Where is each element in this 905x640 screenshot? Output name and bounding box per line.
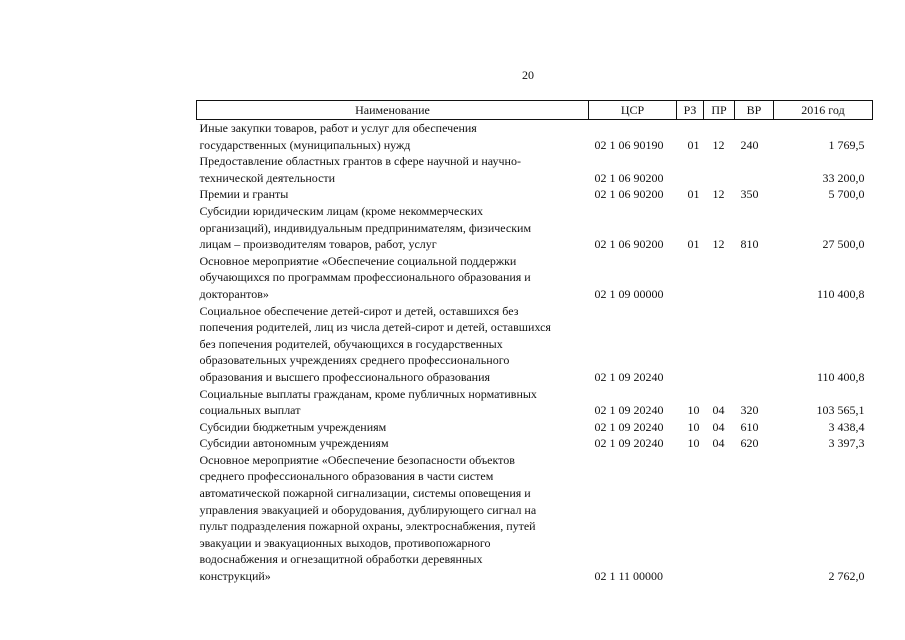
cell-name <box>197 419 589 436</box>
table-row <box>197 186 873 203</box>
budget-table <box>196 100 873 585</box>
cell-vr: 620 <box>740 436 759 451</box>
cell-rz: 01 <box>687 237 700 252</box>
name-line: Основное мероприятие «Обеспечение социальной поддержки <box>199 253 517 268</box>
cell-rz <box>677 452 704 585</box>
cell-name <box>197 253 589 303</box>
cell-vr <box>735 153 774 186</box>
cell-csr: 02 1 06 90200 <box>594 237 664 252</box>
name-line: образования и высшего профессионального образования <box>199 369 491 384</box>
name-line: пульт подразделения пожарной охраны, электроснабжения, путей <box>199 519 536 534</box>
cell-csr: 02 1 11 00000 <box>594 569 664 584</box>
header-csr: ЦСР <box>589 101 677 120</box>
cell-amount-2016: 3 397,3 <box>828 436 865 451</box>
name-line: Основное мероприятие «Обеспечение безопасности объектов <box>199 452 515 467</box>
cell-csr: 02 1 09 20240 <box>594 419 664 434</box>
cell-name <box>197 203 589 253</box>
cell-amount-2016: 2 762,0 <box>828 569 865 584</box>
cell-csr: 02 1 06 90200 <box>594 170 664 185</box>
cell-rz: 10 <box>687 436 700 451</box>
cell-amount-2016: 27 500,0 <box>822 237 865 252</box>
name-line: организаций), индивидуальным предпринимателям, физическим <box>199 220 532 235</box>
name-line: автоматической пожарной сигнализации, системы оповещения и <box>199 486 531 501</box>
cell-vr: 610 <box>740 419 759 434</box>
cell-rz <box>677 153 704 186</box>
cell-amount-2016: 3 438,4 <box>828 419 865 434</box>
cell-csr: 02 1 09 20240 <box>594 369 664 384</box>
name-line: образовательных учреждениях среднего профессионального <box>199 353 510 368</box>
name-line: Социальное обеспечение детей-сирот и детей, оставшихся без <box>199 303 519 318</box>
name-line: Премии и гранты <box>199 187 289 202</box>
table-row <box>197 386 873 419</box>
name-line: среднего профессионального образования в части систем <box>199 469 494 484</box>
header-year: 2016 год <box>774 101 873 120</box>
cell-rz <box>677 303 704 386</box>
table-row <box>197 452 873 585</box>
cell-pr: 12 <box>712 187 725 202</box>
cell-pr <box>704 452 735 585</box>
cell-rz: 10 <box>687 403 700 418</box>
cell-name <box>197 120 589 154</box>
cell-name <box>197 303 589 386</box>
cell-amount-2016: 103 565,1 <box>816 403 865 418</box>
name-line: управления эвакуацией и оборудования, дублирующего сигнал на <box>199 502 537 517</box>
name-line: Иные закупки товаров, работ и услуг для обеспечения <box>199 121 477 135</box>
cell-name <box>197 386 589 419</box>
name-line: Предоставление областных грантов в сфере научной и научно- <box>199 154 521 169</box>
cell-pr: 04 <box>712 419 725 434</box>
name-line: обучающихся по программам профессионального образования и <box>199 270 531 285</box>
table-row <box>197 303 873 386</box>
cell-rz: 01 <box>687 187 700 202</box>
cell-vr <box>735 253 774 303</box>
cell-rz <box>677 253 704 303</box>
page-number: 20 <box>522 68 534 82</box>
cell-pr: 12 <box>712 137 725 152</box>
name-line: эвакуации и эвакуационных выходов, противопожарного <box>199 535 491 550</box>
table-row <box>197 203 873 253</box>
header-pr: ПР <box>704 101 735 120</box>
name-line: Социальные выплаты гражданам, кроме публичных нормативных <box>199 386 537 401</box>
header-name: Наименование <box>197 101 589 120</box>
table-row <box>197 435 873 452</box>
name-line: социальных выплат <box>199 403 301 418</box>
cell-amount-2016: 110 400,8 <box>816 286 865 301</box>
cell-csr: 02 1 09 20240 <box>594 436 664 451</box>
cell-csr: 02 1 09 00000 <box>594 286 664 301</box>
table-row <box>197 419 873 436</box>
cell-pr: 12 <box>712 237 725 252</box>
table-row <box>197 120 873 154</box>
name-line: докторантов» <box>199 286 269 301</box>
cell-amount-2016: 1 769,5 <box>828 137 865 152</box>
cell-name <box>197 452 589 585</box>
cell-pr <box>704 253 735 303</box>
name-line: Субсидии юридическим лицам (кроме некоммерческих <box>199 203 484 218</box>
cell-vr <box>735 452 774 585</box>
name-line: без попечения родителей, обучающихся в государственных <box>199 336 503 351</box>
table-row <box>197 253 873 303</box>
table-body <box>197 120 873 585</box>
cell-vr: 350 <box>740 187 759 202</box>
cell-rz: 10 <box>687 419 700 434</box>
cell-amount-2016: 5 700,0 <box>828 187 865 202</box>
cell-amount-2016: 33 200,0 <box>822 170 865 185</box>
cell-rz: 01 <box>687 137 700 152</box>
cell-vr: 240 <box>740 137 759 152</box>
cell-vr: 320 <box>740 403 759 418</box>
cell-vr <box>735 303 774 386</box>
cell-pr: 04 <box>712 436 725 451</box>
name-line: Субсидии автономным учреждениям <box>199 436 389 451</box>
cell-csr: 02 1 09 20240 <box>594 403 664 418</box>
cell-name <box>197 153 589 186</box>
name-line: водоснабжения и огнезащитной обработки деревянных <box>199 552 483 567</box>
table-header <box>197 101 873 120</box>
table-row <box>197 153 873 186</box>
name-line: конструкций» <box>199 569 271 584</box>
name-line: лицам – производителям товаров, работ, услуг <box>199 237 437 252</box>
cell-amount-2016: 110 400,8 <box>816 369 865 384</box>
cell-csr: 02 1 06 90190 <box>594 137 664 152</box>
cell-pr: 04 <box>712 403 725 418</box>
name-line: попечения родителей, лиц из числа детей-сирот и детей, оставшихся <box>199 320 551 335</box>
name-line: технической деятельности <box>199 170 336 185</box>
header-rz: РЗ <box>677 101 704 120</box>
cell-pr <box>704 303 735 386</box>
name-line: Субсидии бюджетным учреждениям <box>199 419 387 434</box>
name-line: государственных (муниципальных) нужд <box>199 137 411 152</box>
header-vr: ВР <box>735 101 774 120</box>
cell-name <box>197 186 589 203</box>
cell-name <box>197 435 589 452</box>
cell-csr: 02 1 06 90200 <box>594 187 664 202</box>
cell-vr: 810 <box>740 237 759 252</box>
cell-pr <box>704 153 735 186</box>
